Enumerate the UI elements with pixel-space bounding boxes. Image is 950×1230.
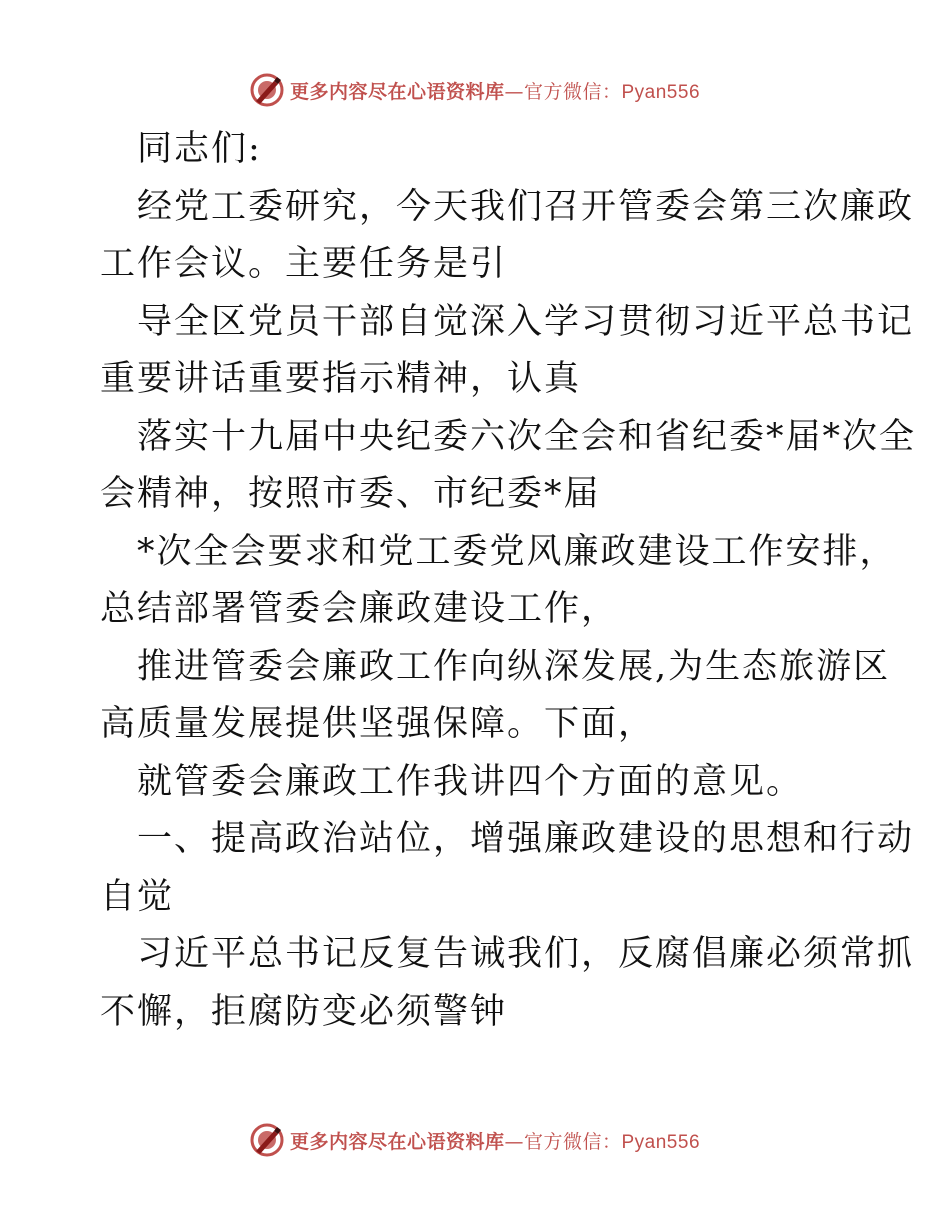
footer-watermark [0,1120,950,1160]
paragraph-line: 推进管委会廉政工作向纵深发展,为生态旅游区 [137,646,891,687]
watermark-handle: Pyan556 [621,1131,701,1153]
paragraph-line: 高质量发展提供坚强保障。下面， [100,704,656,744]
red-pen-logo-icon [250,1123,284,1157]
paragraph-line: 自觉 [100,876,175,917]
paragraph-line: 不懈，拒腐防变必须警钟 [100,991,508,1032]
paragraph-line: 习近平总书记反复告诫我们，反腐倡廉必须常抓 [137,934,915,974]
watermark-contact-label: 官方微信： [523,1130,622,1153]
watermark-contact-label: 官方微信： [523,80,622,103]
watermark-dash: — [504,80,524,103]
watermark-brand: 更多内容尽在心语资料库 [289,1130,505,1153]
paragraph-line: 一、提高政治站位，增强廉政建设的思想和行动 [137,819,915,859]
watermark-handle: Pyan556 [621,81,701,103]
paragraph-line: 同志们: [137,129,262,169]
watermark-brand: 更多内容尽在心语资料库 [289,80,505,103]
watermark-dash: — [504,1130,524,1153]
header-watermark [0,70,950,110]
paragraph-line: 重要讲话重要指示精神，认真 [100,359,582,399]
paragraph-line: 经党工委研究，今天我们召开管委会第三次廉政 [137,186,915,227]
paragraph-line: 总结部署管委会廉政建设工作， [100,589,619,629]
paragraph-line: *次全会要求和党工委党风廉政建设工作安排， [137,531,897,572]
paragraph-line: 导全区党员干部自觉深入学习贯彻习近平总书记 [137,301,915,342]
document-body [100,121,917,1041]
paragraph-line: 落实十九届中央纪委六次全会和省纪委*届*次全 [137,416,917,457]
paragraph-line: 工作会议。主要任务是引 [100,244,508,284]
paragraph-line: 会精神，按照市委、市纪委*届 [100,474,601,514]
paragraph-line: 就管委会廉政工作我讲四个方面的意见。 [137,761,804,802]
red-pen-logo-icon [250,73,284,107]
